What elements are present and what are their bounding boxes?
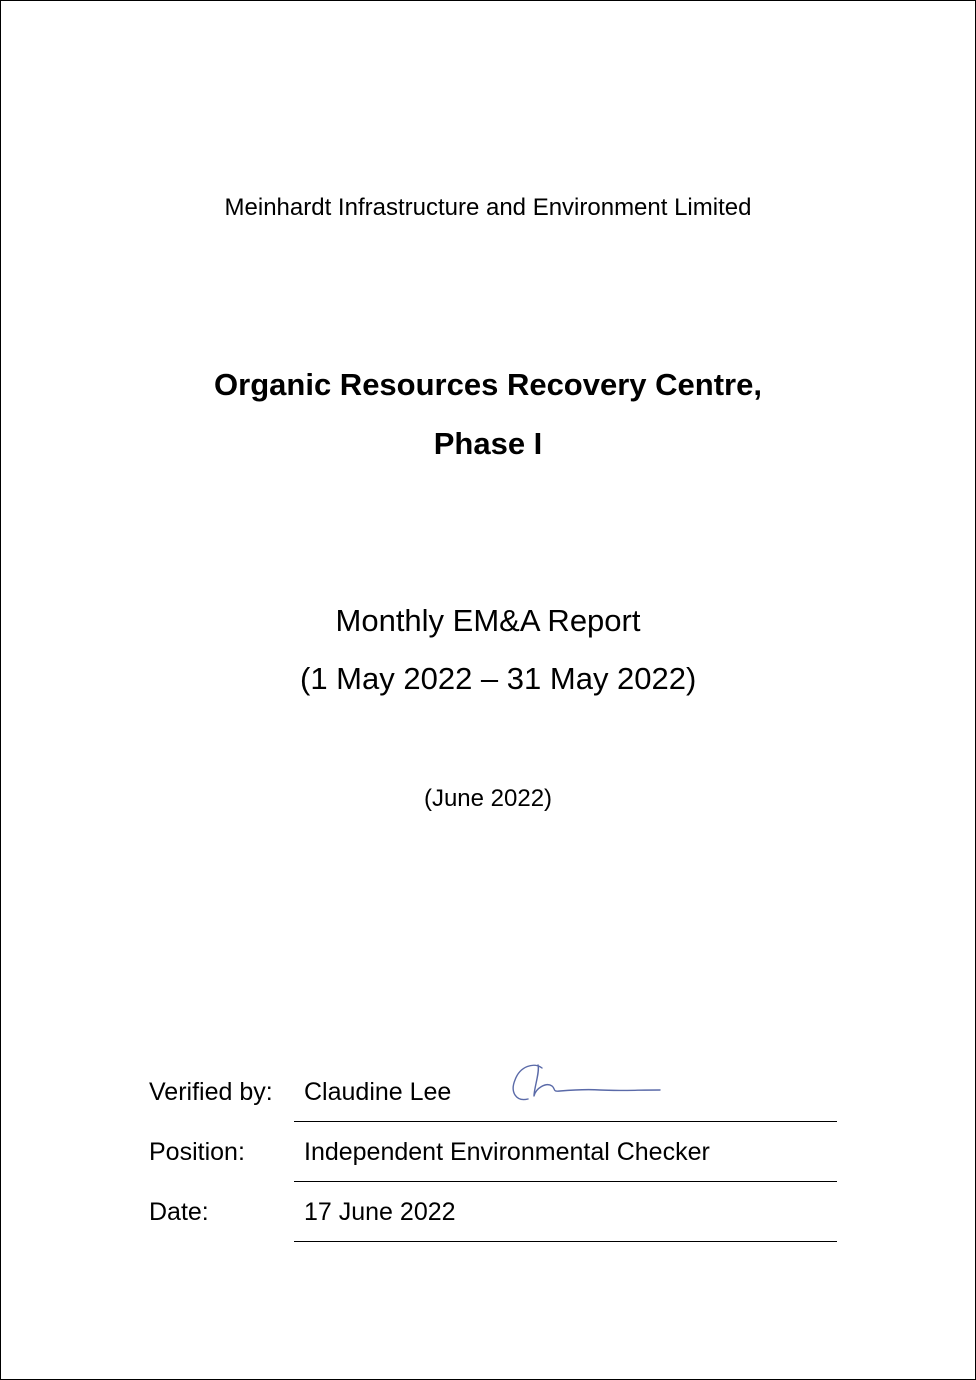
position-value: Independent Environmental Checker bbox=[304, 1138, 710, 1166]
verified-by-row bbox=[0, 1077, 976, 1137]
position-row bbox=[0, 1137, 976, 1197]
signature-image bbox=[508, 1058, 668, 1108]
project-title-line-2: Phase I bbox=[433, 426, 543, 461]
company-name: Meinhardt Infrastructure and Environment Limited bbox=[224, 194, 752, 221]
verified-by-label: Verified by: bbox=[149, 1078, 273, 1106]
position-label: Position: bbox=[149, 1138, 245, 1166]
date-row bbox=[0, 1197, 976, 1257]
report-period: (1 May 2022 – 31 May 2022) bbox=[300, 661, 697, 696]
date-underline bbox=[294, 1241, 837, 1242]
date-label: Date: bbox=[149, 1198, 209, 1226]
signature-stroke bbox=[513, 1065, 660, 1100]
report-name: Monthly EM&A Report bbox=[335, 603, 641, 638]
verified-by-value: Claudine Lee bbox=[304, 1078, 452, 1106]
verified-by-underline bbox=[294, 1121, 837, 1122]
position-underline bbox=[294, 1181, 837, 1182]
date-value: 17 June 2022 bbox=[304, 1198, 456, 1226]
issue-date: (June 2022) bbox=[423, 785, 553, 812]
project-title-line-1: Organic Resources Recovery Centre, bbox=[214, 367, 762, 402]
